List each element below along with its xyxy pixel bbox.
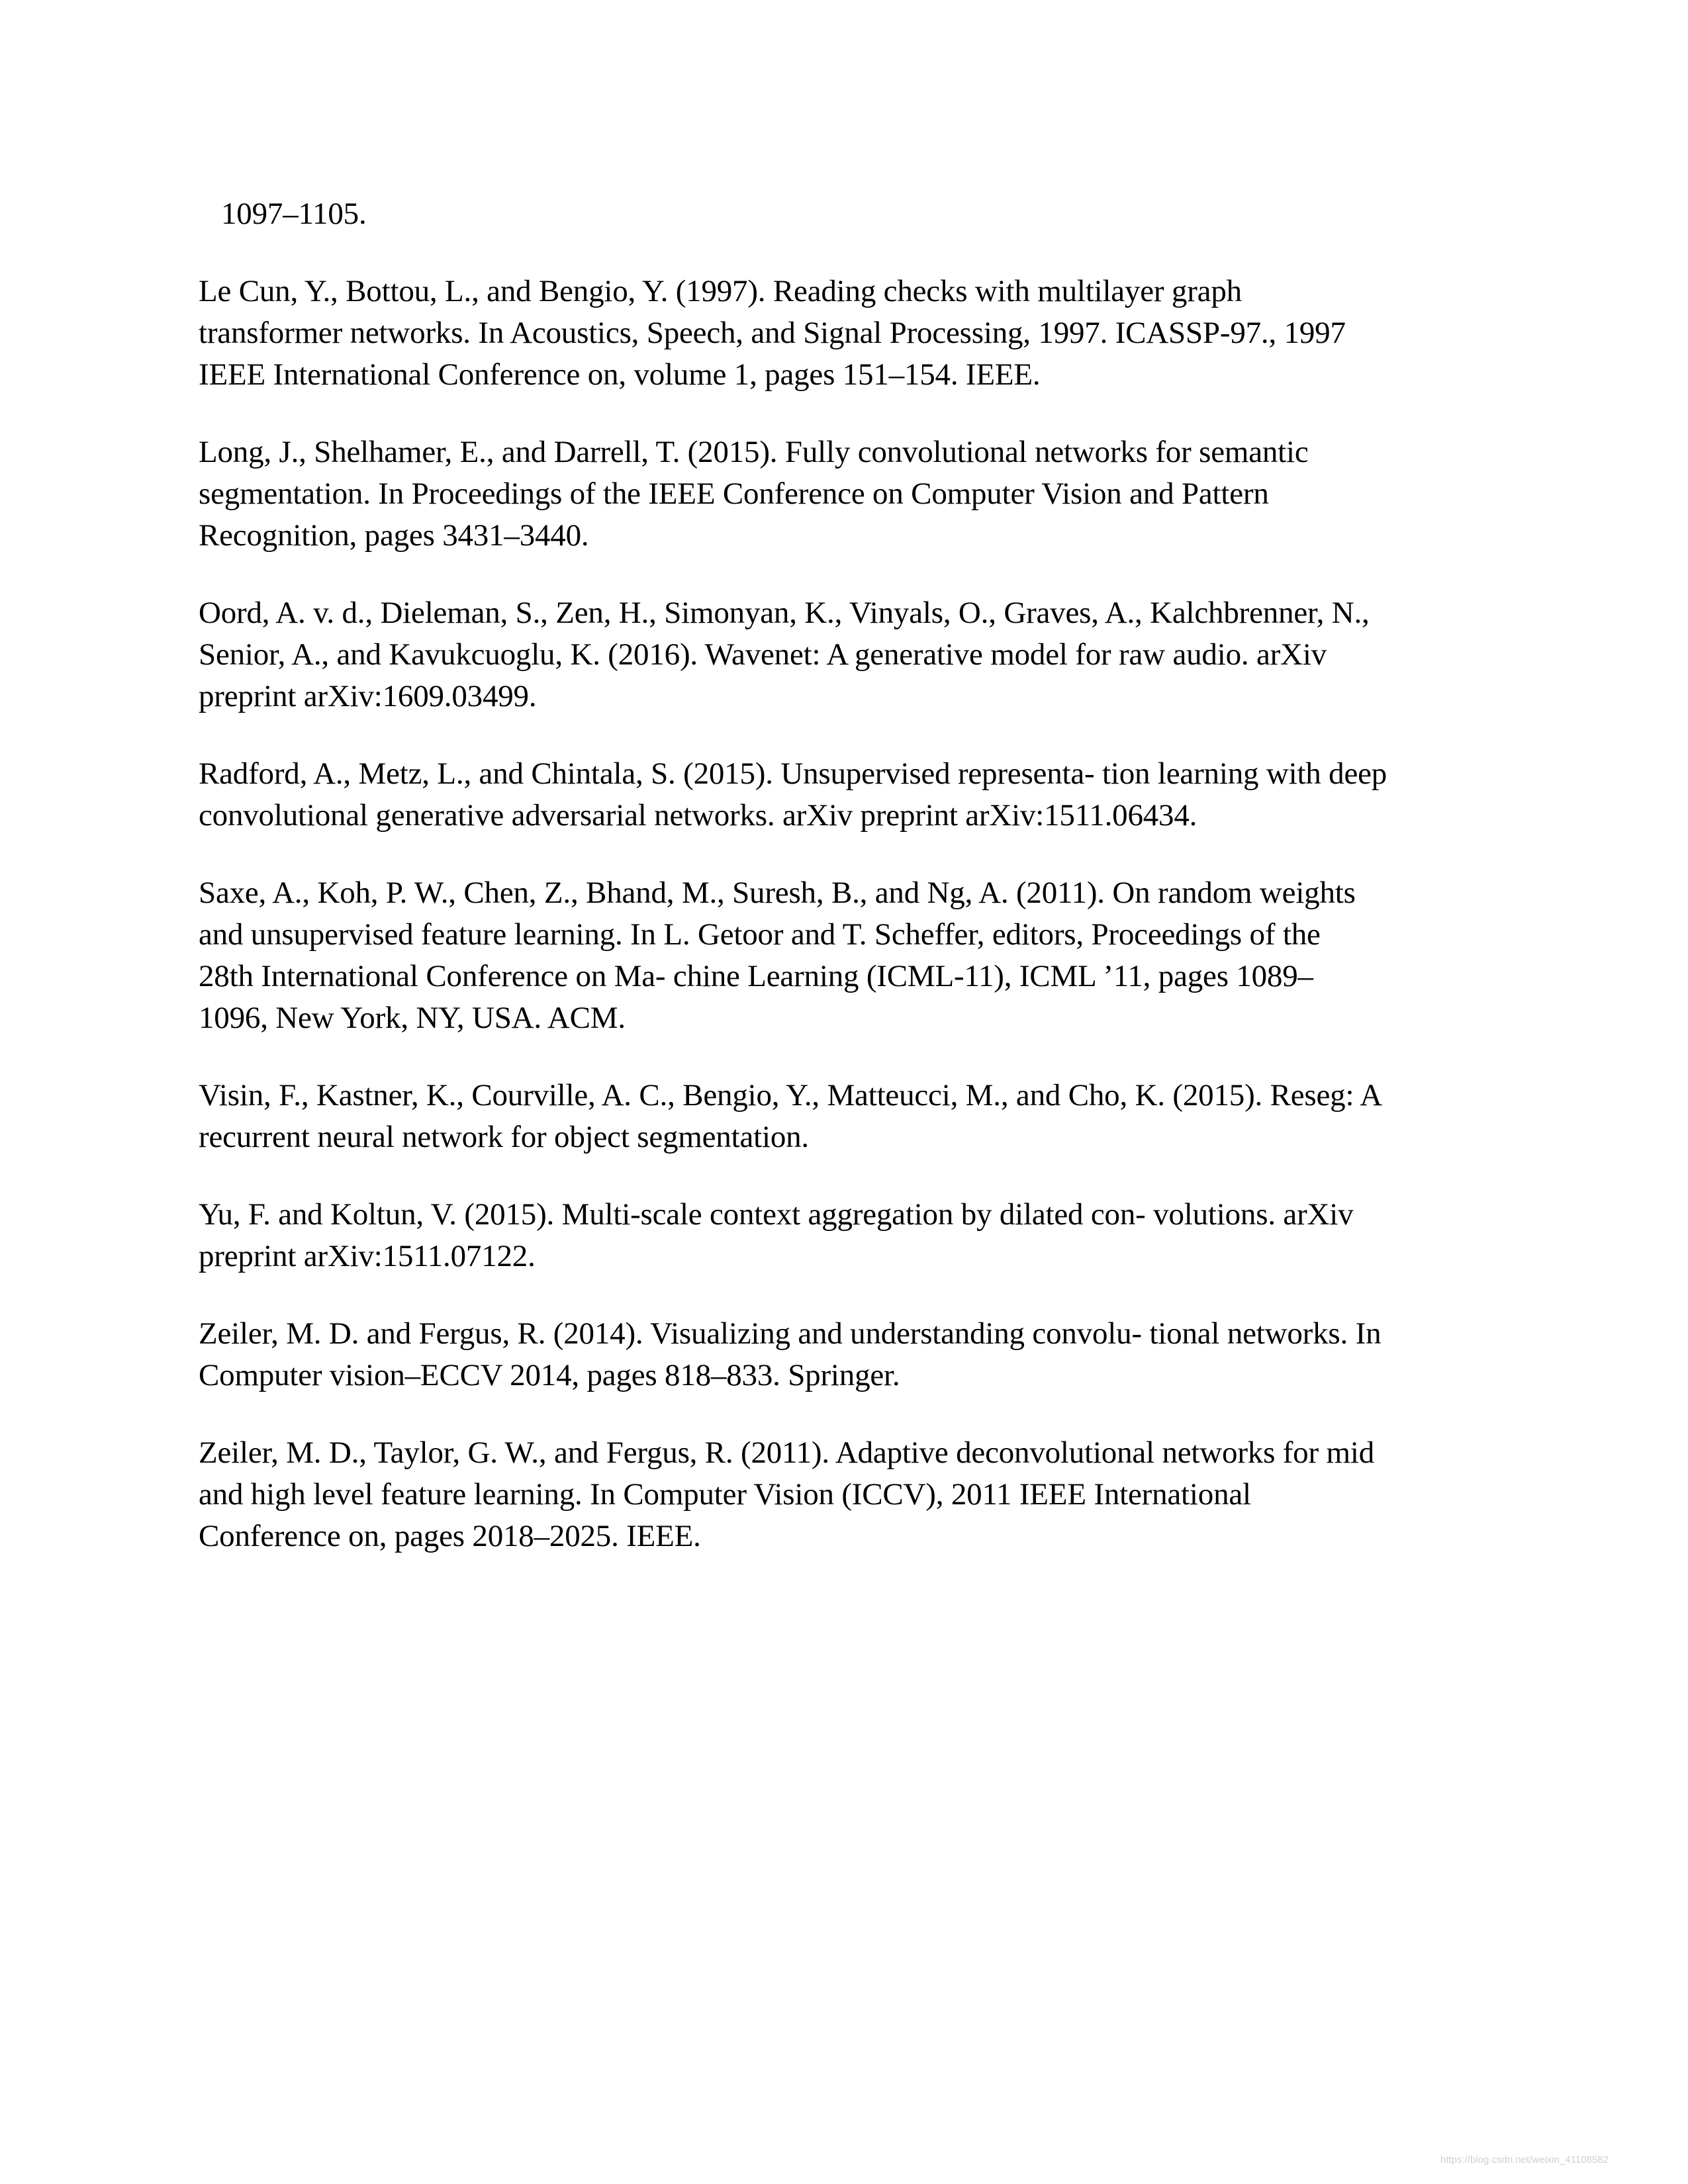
reference-line: transformer networks. In Acoustics, Speech, and Signal Processing, 1997. ICASSP-97., 1997	[199, 316, 1346, 350]
reference-line: preprint arXiv:1609.03499.	[199, 679, 537, 713]
reference-entry-visin-2015	[199, 1075, 1496, 1158]
reference-line: 1097–1105.	[221, 197, 367, 231]
reference-entry-yu-2015	[199, 1194, 1496, 1277]
reference-line: Zeiler, M. D., Taylor, G. W., and Fergus, R. (2011). Adaptive deconvolutional networks for mid	[199, 1435, 1374, 1470]
reference-line: IEEE International Conference on, volume 1, pages 151–154. IEEE.	[199, 357, 1041, 392]
reference-line: convolutional generative adversarial networks. arXiv preprint arXiv:1511.06434.	[199, 798, 1197, 833]
reference-entry-oord-2016	[199, 592, 1496, 717]
watermark: https://blog.csdn.net/weixin_41108582	[1440, 2154, 1609, 2165]
reference-line: Yu, F. and Koltun, V. (2015). Multi-scale context aggregation by dilated con- volutions. arXiv	[199, 1197, 1354, 1232]
reference-line: 28th International Conference on Ma- chine Learning (ICML-11), ICML ’11, pages 1089–	[199, 959, 1313, 993]
reference-line: Saxe, A., Koh, P. W., Chen, Z., Bhand, M., Suresh, B., and Ng, A. (2011). On random weights	[199, 876, 1356, 910]
reference-line: 1096, New York, NY, USA. ACM.	[199, 1001, 626, 1035]
reference-list	[199, 193, 1496, 1557]
reference-line: Radford, A., Metz, L., and Chintala, S. (2015). Unsupervised representa- tion learning with deep	[199, 756, 1387, 791]
reference-line: and unsupervised feature learning. In L. Getoor and T. Scheffer, editors, Proceedings of the	[199, 917, 1321, 952]
reference-line: Conference on, pages 2018–2025. IEEE.	[199, 1519, 701, 1553]
reference-continuation	[221, 193, 1496, 235]
reference-line: Oord, A. v. d., Dieleman, S., Zen, H., Simonyan, K., Vinyals, O., Graves, A., Kalchbrenner, N.,	[199, 596, 1370, 630]
reference-entry-le-cun-1997	[199, 271, 1496, 396]
reference-line: Computer vision–ECCV 2014, pages 818–833. Springer.	[199, 1358, 900, 1392]
reference-line: Zeiler, M. D. and Fergus, R. (2014). Visualizing and understanding convolu- tional networks. In	[199, 1316, 1382, 1351]
reference-line: segmentation. In Proceedings of the IEEE Conference on Computer Vision and Pattern	[199, 477, 1269, 511]
reference-line: Le Cun, Y., Bottou, L., and Bengio, Y. (1997). Reading checks with multilayer graph	[199, 274, 1242, 308]
reference-entry-saxe-2011	[199, 872, 1496, 1039]
reference-line: and high level feature learning. In Computer Vision (ICCV), 2011 IEEE International	[199, 1477, 1251, 1512]
reference-line: recurrent neural network for object segmentation.	[199, 1120, 809, 1154]
reference-entry-long-2015	[199, 432, 1496, 557]
reference-line: Recognition, pages 3431–3440.	[199, 518, 589, 553]
reference-line: Long, J., Shelhamer, E., and Darrell, T. (2015). Fully convolutional networks for semantic	[199, 435, 1309, 469]
reference-line: Senior, A., and Kavukcuoglu, K. (2016). Wavenet: A generative model for raw audio. arXiv	[199, 637, 1327, 672]
reference-line: preprint arXiv:1511.07122.	[199, 1239, 536, 1273]
reference-entry-zeiler-2014	[199, 1313, 1496, 1396]
reference-entry-zeiler-2011	[199, 1432, 1496, 1557]
reference-line: Visin, F., Kastner, K., Courville, A. C., Bengio, Y., Matteucci, M., and Cho, K. (2015). Reseg: A	[199, 1078, 1383, 1113]
reference-entry-radford-2015	[199, 753, 1496, 837]
